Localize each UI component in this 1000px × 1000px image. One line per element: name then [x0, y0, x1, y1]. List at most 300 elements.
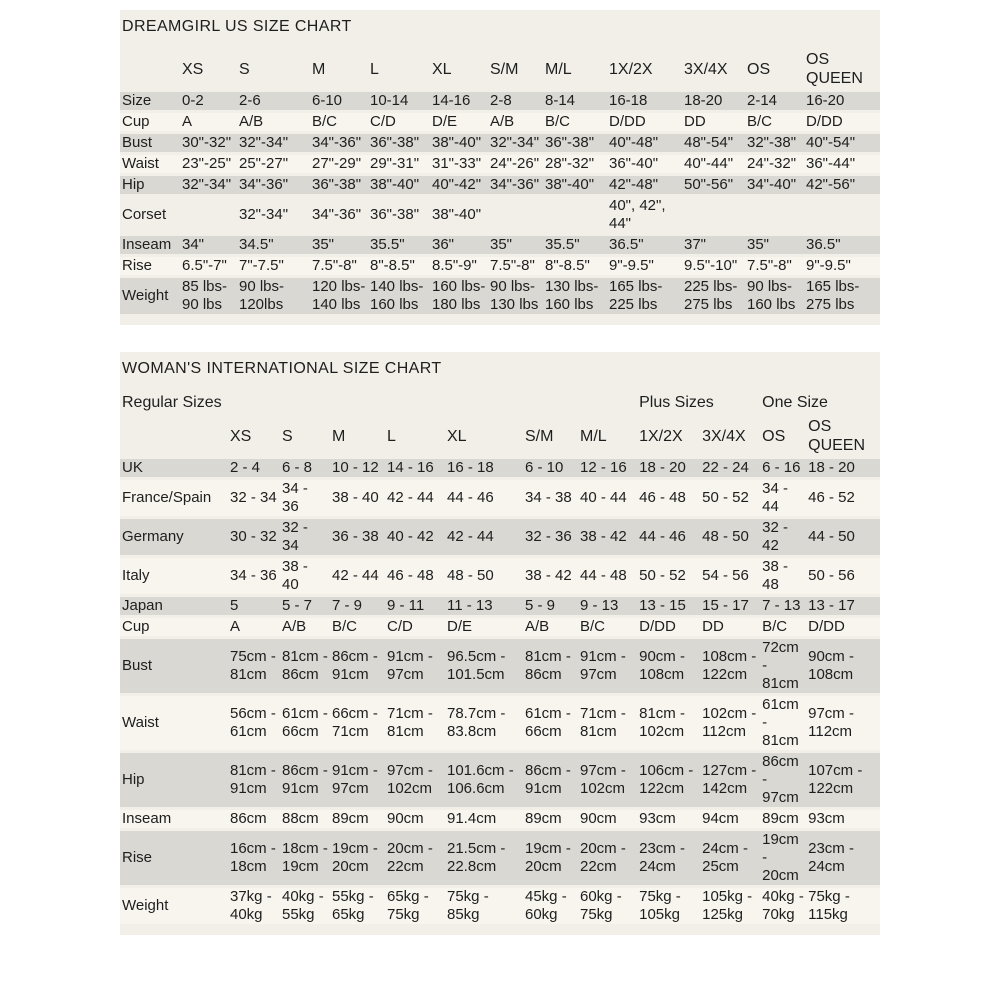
cell-japan-s-m: 5 - 9 — [525, 597, 556, 614]
cell-cup-os-queen: D/DD — [808, 618, 845, 635]
cell-france-spain-s-m: 34 - 38 — [525, 489, 572, 506]
cell-corset-s: 32"-34" — [239, 206, 289, 223]
table-row-uk — [120, 459, 880, 477]
column-header-m-l: M/L — [580, 427, 607, 445]
cell-weight-m: 120 lbs-140 lbs — [312, 278, 366, 313]
row-label-germany: Germany — [122, 528, 184, 545]
cell-germany-os: 32 - 42 — [762, 519, 788, 554]
cell-rise-m: 7.5"-8" — [312, 257, 357, 274]
cell-italy-xs: 34 - 36 — [230, 567, 277, 584]
cell-bust-xl: 96.5cm - 101.5cm — [447, 648, 506, 683]
table-row-corset — [120, 197, 880, 233]
table-row-rise — [120, 831, 880, 885]
cell-size-s: 2-6 — [239, 92, 261, 109]
cell-weight-s: 90 lbs-120lbs — [239, 278, 285, 313]
row-label-cup: Cup — [122, 618, 150, 635]
cell-weight-s: 40kg - 55kg — [282, 888, 324, 923]
cell-japan-xl: 11 - 13 — [447, 597, 493, 614]
cell-rise-s: 7"-7.5" — [239, 257, 284, 274]
cell-rise-xl: 8.5"-9" — [432, 257, 477, 274]
column-header-os: OS — [747, 60, 771, 78]
table-row-cup — [120, 618, 880, 636]
international-size-chart — [120, 352, 880, 935]
row-label-inseam: Inseam — [122, 810, 172, 827]
column-header-s: S — [282, 427, 293, 445]
cell-japan-3x-4x: 15 - 17 — [702, 597, 749, 614]
cell-inseam-s: 88cm — [282, 810, 319, 827]
cell-weight-xl: 75kg - 85kg — [447, 888, 489, 923]
cell-france-spain-s: 34 - 36 — [282, 480, 308, 515]
cell-rise-m-l: 8"-8.5" — [545, 257, 590, 274]
cell-bust-xs: 75cm - 81cm — [230, 648, 276, 683]
cell-waist-xl: 78.7cm - 83.8cm — [447, 705, 506, 740]
cell-italy-3x-4x: 54 - 56 — [702, 567, 749, 584]
cell-weight-s-m: 90 lbs-130 lbs — [490, 278, 539, 313]
cell-bust-m: 86cm - 91cm — [332, 648, 378, 683]
cell-cup-3x-4x: DD — [684, 113, 706, 130]
cell-hip-m: 36"-38" — [312, 176, 362, 193]
cell-cup-1x-2x: D/DD — [639, 618, 676, 635]
cell-corset-m-l — [543, 197, 607, 233]
table-row-inseam — [120, 810, 880, 828]
cell-hip-s-m: 86cm - 91cm — [525, 762, 571, 797]
column-header-empty — [120, 49, 180, 89]
cell-cup-s: A/B — [282, 618, 307, 635]
row-label-weight: Weight — [122, 897, 169, 914]
cell-weight-l: 65kg - 75kg — [387, 888, 429, 923]
cell-cup-os: B/C — [762, 618, 788, 635]
cell-size-xl: 14-16 — [432, 92, 471, 109]
cell-bust-3x-4x: 108cm - 122cm — [702, 648, 757, 683]
cell-waist-os: 24"-32" — [747, 155, 797, 172]
cell-corset-s-m — [488, 197, 543, 233]
cell-waist-s-m: 61cm - 66cm — [525, 705, 571, 740]
cell-cup-xl: D/E — [447, 618, 473, 635]
cell-italy-l: 46 - 48 — [387, 567, 434, 584]
cell-france-spain-xl: 44 - 46 — [447, 489, 494, 506]
cell-italy-1x-2x: 50 - 52 — [639, 567, 686, 584]
cell-waist-m: 66cm - 71cm — [332, 705, 378, 740]
table-row-weight — [120, 278, 880, 314]
cell-inseam-s-m: 89cm — [525, 810, 562, 827]
cell-rise-s-m: 7.5"-8" — [490, 257, 535, 274]
cell-uk-m-l: 12 - 16 — [580, 459, 627, 476]
cell-hip-3x-4x: 50"-56" — [684, 176, 734, 193]
cell-bust-os-queen: 40"-54" — [806, 134, 856, 151]
column-header-l: L — [387, 427, 396, 445]
column-header-3x-4x: 3X/4X — [684, 60, 728, 78]
cell-waist-s: 25"-27" — [239, 155, 289, 172]
cell-germany-os-queen: 44 - 50 — [808, 528, 855, 545]
table-row-waist — [120, 696, 880, 750]
cell-weight-3x-4x: 225 lbs-275 lbs — [684, 278, 738, 313]
cell-inseam-3x-4x: 94cm — [702, 810, 739, 827]
cell-corset-m: 34"-36" — [312, 206, 362, 223]
row-label-hip: Hip — [122, 771, 145, 788]
cell-bust-s-m: 81cm - 86cm — [525, 648, 571, 683]
cell-france-spain-l: 42 - 44 — [387, 489, 434, 506]
cell-waist-1x-2x: 81cm - 102cm — [639, 705, 685, 740]
cell-germany-xl: 42 - 44 — [447, 528, 494, 545]
cell-rise-l: 20cm - 22cm — [387, 840, 433, 875]
cell-uk-s-m: 6 - 10 — [525, 459, 564, 476]
cell-bust-1x-2x: 90cm - 108cm — [639, 648, 685, 683]
international-size-chart-title: WOMAN'S INTERNATIONAL SIZE CHART — [122, 360, 442, 377]
cell-corset-xs — [180, 197, 237, 233]
table-row-bust — [120, 134, 880, 152]
cell-waist-3x-4x: 40"-44" — [684, 155, 734, 172]
column-header-xs: XS — [182, 60, 204, 78]
cell-hip-s: 86cm - 91cm — [282, 762, 328, 797]
column-header-s-m: S/M — [490, 60, 519, 78]
cell-weight-os-queen: 75kg - 115kg — [808, 888, 850, 923]
cell-rise-s: 18cm - 19cm — [282, 840, 328, 875]
row-label-inseam: Inseam — [122, 236, 172, 253]
table-row-cup — [120, 113, 880, 131]
cell-france-spain-os-queen: 46 - 52 — [808, 489, 855, 506]
cell-inseam-m: 89cm — [332, 810, 369, 827]
cell-italy-os: 38 - 48 — [762, 558, 788, 593]
cell-hip-m-l: 97cm - 102cm — [580, 762, 626, 797]
cell-corset-os-queen — [804, 197, 880, 233]
cell-hip-os-queen: 107cm - 122cm — [808, 762, 863, 797]
cell-rise-1x-2x: 23cm - 24cm — [639, 840, 685, 875]
cell-size-xs: 0-2 — [182, 92, 204, 109]
table-row-rise — [120, 257, 880, 275]
cell-waist-xs: 56cm - 61cm — [230, 705, 276, 740]
cell-inseam-1x-2x: 93cm — [639, 810, 676, 827]
row-label-rise: Rise — [122, 849, 153, 866]
cell-uk-1x-2x: 18 - 20 — [639, 459, 686, 476]
us-size-chart-title: DREAMGIRL US SIZE CHART — [122, 18, 352, 35]
column-header-1x-2x: 1X/2X — [609, 60, 653, 78]
cell-germany-s: 32 - 34 — [282, 519, 308, 554]
cell-waist-s-m: 24"-26" — [490, 155, 540, 172]
cell-inseam-xs: 34" — [182, 236, 205, 253]
column-header-os: OS — [762, 427, 786, 445]
table-row-bust — [120, 639, 880, 693]
cell-cup-xs: A — [230, 618, 241, 635]
table-row-italy — [120, 558, 880, 594]
cell-cup-os-queen: D/DD — [806, 113, 843, 130]
cell-cup-s-m: A/B — [490, 113, 515, 130]
cell-italy-os-queen: 50 - 56 — [808, 567, 855, 584]
row-label-italy: Italy — [122, 567, 150, 584]
cell-rise-1x-2x: 9"-9.5" — [609, 257, 654, 274]
cell-inseam-s-m: 35" — [490, 236, 513, 253]
cell-weight-l: 140 lbs-160 lbs — [370, 278, 424, 313]
cell-waist-l: 29"-31" — [370, 155, 420, 172]
row-label-corset: Corset — [122, 206, 167, 223]
column-header-m-l: M/L — [545, 60, 572, 78]
cell-germany-3x-4x: 48 - 50 — [702, 528, 749, 545]
cell-uk-m: 10 - 12 — [332, 459, 379, 476]
cell-cup-m-l: B/C — [545, 113, 571, 130]
cell-cup-xl: D/E — [432, 113, 458, 130]
cell-inseam-os: 35" — [747, 236, 770, 253]
cell-hip-s-m: 34"-36" — [490, 176, 540, 193]
cell-inseam-s: 34.5" — [239, 236, 274, 253]
international-size-chart-table — [120, 388, 880, 927]
cell-hip-xs: 81cm - 91cm — [230, 762, 276, 797]
row-label-hip: Hip — [122, 176, 145, 193]
cell-cup-l: C/D — [387, 618, 413, 635]
cell-size-m-l: 8-14 — [545, 92, 576, 109]
cell-japan-os-queen: 13 - 17 — [808, 597, 855, 614]
cell-germany-m-l: 38 - 42 — [580, 528, 627, 545]
cell-bust-s-m: 32"-34" — [490, 134, 540, 151]
table-row-inseam — [120, 236, 880, 254]
cell-inseam-l: 35.5" — [370, 236, 405, 253]
table-row-weight — [120, 888, 880, 924]
cell-rise-os: 19cm - 20cm — [762, 831, 799, 884]
column-header-s: S — [239, 60, 250, 78]
cell-weight-s-m: 45kg - 60kg — [525, 888, 567, 923]
cell-weight-3x-4x: 105kg - 125kg — [702, 888, 753, 923]
row-label-japan: Japan — [122, 597, 163, 614]
cell-rise-3x-4x: 24cm - 25cm — [702, 840, 748, 875]
cell-weight-1x-2x: 165 lbs-225 lbs — [609, 278, 663, 313]
column-header-1x-2x: 1X/2X — [639, 427, 683, 445]
cell-germany-m: 36 - 38 — [332, 528, 379, 545]
cell-inseam-m-l: 35.5" — [545, 236, 580, 253]
cell-cup-xs: A — [182, 113, 193, 130]
table-row-hip — [120, 753, 880, 807]
row-label-france-spain: France/Spain — [122, 489, 212, 506]
cell-inseam-os-queen: 36.5" — [806, 236, 841, 253]
cell-weight-xs: 85 lbs-90 lbs — [182, 278, 228, 313]
cell-rise-3x-4x: 9.5"-10" — [684, 257, 738, 274]
cell-hip-1x-2x: 42"-48" — [609, 176, 659, 193]
column-header-s-m: S/M — [525, 427, 554, 445]
cell-size-l: 10-14 — [370, 92, 409, 109]
group-header-plus-sizes: Plus Sizes — [639, 394, 714, 411]
cell-uk-3x-4x: 22 - 24 — [702, 459, 749, 476]
column-header-l: L — [370, 60, 379, 78]
cell-waist-s: 61cm - 66cm — [282, 705, 328, 740]
cell-france-spain-m: 38 - 40 — [332, 489, 379, 506]
cell-corset-os — [745, 197, 804, 233]
cell-inseam-xs: 86cm — [230, 810, 267, 827]
cell-italy-s-m: 38 - 42 — [525, 567, 572, 584]
cell-italy-xl: 48 - 50 — [447, 567, 494, 584]
cell-hip-xs: 32"-34" — [182, 176, 232, 193]
cell-weight-m-l: 130 lbs-160 lbs — [545, 278, 599, 313]
cell-germany-1x-2x: 44 - 46 — [639, 528, 686, 545]
cell-japan-s: 5 - 7 — [282, 597, 313, 614]
cell-japan-m: 7 - 9 — [332, 597, 363, 614]
table-row-japan — [120, 597, 880, 615]
cell-rise-xs: 6.5"-7" — [182, 257, 227, 274]
table-row-size — [120, 92, 880, 110]
cell-bust-s: 32"-34" — [239, 134, 289, 151]
cell-inseam-os: 89cm — [762, 810, 799, 827]
cell-inseam-xl: 91.4cm — [447, 810, 497, 827]
cell-bust-l: 91cm - 97cm — [387, 648, 433, 683]
cell-bust-1x-2x: 40"-48" — [609, 134, 659, 151]
row-label-bust: Bust — [122, 134, 153, 151]
cell-france-spain-os: 34 - 44 — [762, 480, 788, 515]
cell-waist-3x-4x: 102cm - 112cm — [702, 705, 757, 740]
cell-italy-m: 42 - 44 — [332, 567, 379, 584]
table-row-hip — [120, 176, 880, 194]
cell-italy-m-l: 44 - 48 — [580, 567, 627, 584]
cell-germany-s-m: 32 - 36 — [525, 528, 572, 545]
cell-size-os: 2-14 — [747, 92, 778, 109]
cell-italy-s: 38 - 40 — [282, 558, 308, 593]
cell-hip-xl: 101.6cm - 106.6cm — [447, 762, 514, 797]
cell-corset-1x-2x: 40", 42", 44" — [609, 197, 666, 232]
cell-germany-l: 40 - 42 — [387, 528, 434, 545]
cell-hip-l: 38"-40" — [370, 176, 420, 193]
cell-hip-xl: 40"-42" — [432, 176, 482, 193]
column-header-os-queen: OS QUEEN — [806, 51, 863, 87]
cell-cup-os: B/C — [747, 113, 773, 130]
cell-japan-os: 7 - 13 — [762, 597, 801, 614]
table-row-waist — [120, 155, 880, 173]
cell-corset-l: 36"-38" — [370, 206, 420, 223]
cell-waist-os: 61cm - 81cm — [762, 696, 799, 749]
cell-rise-xs: 16cm - 18cm — [230, 840, 276, 875]
size-group-header-row — [120, 391, 880, 413]
cell-bust-3x-4x: 48"-54" — [684, 134, 734, 151]
cell-bust-l: 36"-38" — [370, 134, 420, 151]
cell-weight-m-l: 60kg - 75kg — [580, 888, 622, 923]
cell-rise-os: 7.5"-8" — [747, 257, 792, 274]
cell-waist-os-queen: 97cm - 112cm — [808, 705, 854, 740]
cell-bust-s: 81cm - 86cm — [282, 648, 328, 683]
cell-hip-os-queen: 42"-56" — [806, 176, 856, 193]
cell-inseam-1x-2x: 36.5" — [609, 236, 644, 253]
cell-weight-m: 55kg - 65kg — [332, 888, 374, 923]
column-header-os-queen: OS QUEEN — [808, 418, 866, 454]
cell-cup-m-l: B/C — [580, 618, 606, 635]
cell-japan-xs: 5 — [230, 597, 239, 614]
cell-hip-l: 97cm - 102cm — [387, 762, 433, 797]
cell-waist-m-l: 71cm - 81cm — [580, 705, 626, 740]
cell-cup-m: B/C — [332, 618, 358, 635]
cell-japan-1x-2x: 13 - 15 — [639, 597, 686, 614]
cell-bust-xl: 38"-40" — [432, 134, 482, 151]
cell-japan-l: 9 - 11 — [387, 597, 425, 614]
cell-inseam-m-l: 90cm — [580, 810, 617, 827]
column-header-3x-4x: 3X/4X — [702, 427, 746, 445]
cell-rise-os-queen: 9"-9.5" — [806, 257, 851, 274]
cell-weight-os: 40kg - 70kg — [762, 888, 804, 923]
cell-rise-xl: 21.5cm - 22.8cm — [447, 840, 506, 875]
cell-waist-os-queen: 36"-44" — [806, 155, 856, 172]
cell-cup-3x-4x: DD — [702, 618, 724, 635]
group-header-regular-sizes: Regular Sizes — [122, 394, 222, 411]
cell-bust-xs: 30"-32" — [182, 134, 232, 151]
cell-france-spain-3x-4x: 50 - 52 — [702, 489, 749, 506]
cell-inseam-3x-4x: 37" — [684, 236, 707, 253]
cell-uk-l: 14 - 16 — [387, 459, 434, 476]
row-label-weight: Weight — [122, 287, 169, 304]
cell-inseam-l: 90cm — [387, 810, 424, 827]
cell-japan-m-l: 9 - 13 — [580, 597, 619, 614]
cell-inseam-os-queen: 93cm — [808, 810, 845, 827]
column-header-m: M — [332, 427, 346, 445]
cell-rise-m-l: 20cm - 22cm — [580, 840, 626, 875]
group-header-one-size: One Size — [762, 394, 828, 411]
column-header-m: M — [312, 60, 326, 78]
cell-size-s-m: 2-8 — [490, 92, 512, 109]
cell-weight-xl: 160 lbs-180 lbs — [432, 278, 486, 313]
cell-rise-os-queen: 23cm - 24cm — [808, 840, 854, 875]
cell-hip-os: 34"-40" — [747, 176, 797, 193]
cell-uk-os-queen: 18 - 20 — [808, 459, 855, 476]
cell-size-3x-4x: 18-20 — [684, 92, 723, 109]
column-header-xl: XL — [447, 427, 467, 445]
table-row-france-spain — [120, 480, 880, 516]
column-header-row — [120, 49, 880, 89]
cell-waist-xs: 23"-25" — [182, 155, 232, 172]
cell-weight-os-queen: 165 lbs-275 lbs — [806, 278, 860, 313]
cell-corset-xl: 38"-40" — [432, 206, 482, 223]
cell-cup-s-m: A/B — [525, 618, 550, 635]
cell-hip-m-l: 38"-40" — [545, 176, 595, 193]
cell-bust-os: 32"-38" — [747, 134, 797, 151]
cell-uk-s: 6 - 8 — [282, 459, 313, 476]
cell-hip-3x-4x: 127cm - 142cm — [702, 762, 757, 797]
row-label-bust: Bust — [122, 657, 153, 674]
cell-corset-3x-4x — [682, 197, 745, 233]
cell-bust-m: 34"-36" — [312, 134, 362, 151]
row-label-waist: Waist — [122, 155, 159, 172]
row-label-rise: Rise — [122, 257, 153, 274]
cell-cup-l: C/D — [370, 113, 396, 130]
us-size-chart — [120, 10, 880, 325]
column-header-xs: XS — [230, 427, 252, 445]
cell-weight-os: 90 lbs-160 lbs — [747, 278, 796, 313]
cell-waist-l: 71cm - 81cm — [387, 705, 433, 740]
column-header-row — [120, 416, 880, 456]
cell-france-spain-1x-2x: 46 - 48 — [639, 489, 686, 506]
cell-uk-xl: 16 - 18 — [447, 459, 494, 476]
column-header-xl: XL — [432, 60, 452, 78]
cell-weight-xs: 37kg - 40kg — [230, 888, 272, 923]
cell-france-spain-m-l: 40 - 44 — [580, 489, 627, 506]
cell-inseam-xl: 36" — [432, 236, 455, 253]
cell-size-os-queen: 16-20 — [806, 92, 845, 109]
cell-germany-xs: 30 - 32 — [230, 528, 277, 545]
row-label-cup: Cup — [122, 113, 150, 130]
cell-hip-os: 86cm - 97cm — [762, 753, 799, 806]
cell-weight-1x-2x: 75kg - 105kg — [639, 888, 681, 923]
cell-cup-s: A/B — [239, 113, 264, 130]
cell-waist-m-l: 28"-32" — [545, 155, 595, 172]
cell-size-1x-2x: 16-18 — [609, 92, 648, 109]
cell-hip-s: 34"-36" — [239, 176, 289, 193]
cell-rise-l: 8"-8.5" — [370, 257, 415, 274]
cell-size-m: 6-10 — [312, 92, 343, 109]
column-header-empty — [120, 416, 228, 456]
row-label-uk: UK — [122, 459, 143, 476]
cell-waist-1x-2x: 36"-40" — [609, 155, 659, 172]
cell-rise-s-m: 19cm - 20cm — [525, 840, 571, 875]
cell-france-spain-xs: 32 - 34 — [230, 489, 277, 506]
cell-cup-m: B/C — [312, 113, 338, 130]
cell-bust-os-queen: 90cm - 108cm — [808, 648, 854, 683]
row-label-size: Size — [122, 92, 152, 109]
cell-cup-1x-2x: D/DD — [609, 113, 646, 130]
cell-bust-os: 72cm - 81cm — [762, 639, 799, 692]
cell-bust-m-l: 36"-38" — [545, 134, 595, 151]
cell-waist-xl: 31"-33" — [432, 155, 482, 172]
cell-uk-os: 6 - 16 — [762, 459, 801, 476]
cell-uk-xs: 2 - 4 — [230, 459, 261, 476]
